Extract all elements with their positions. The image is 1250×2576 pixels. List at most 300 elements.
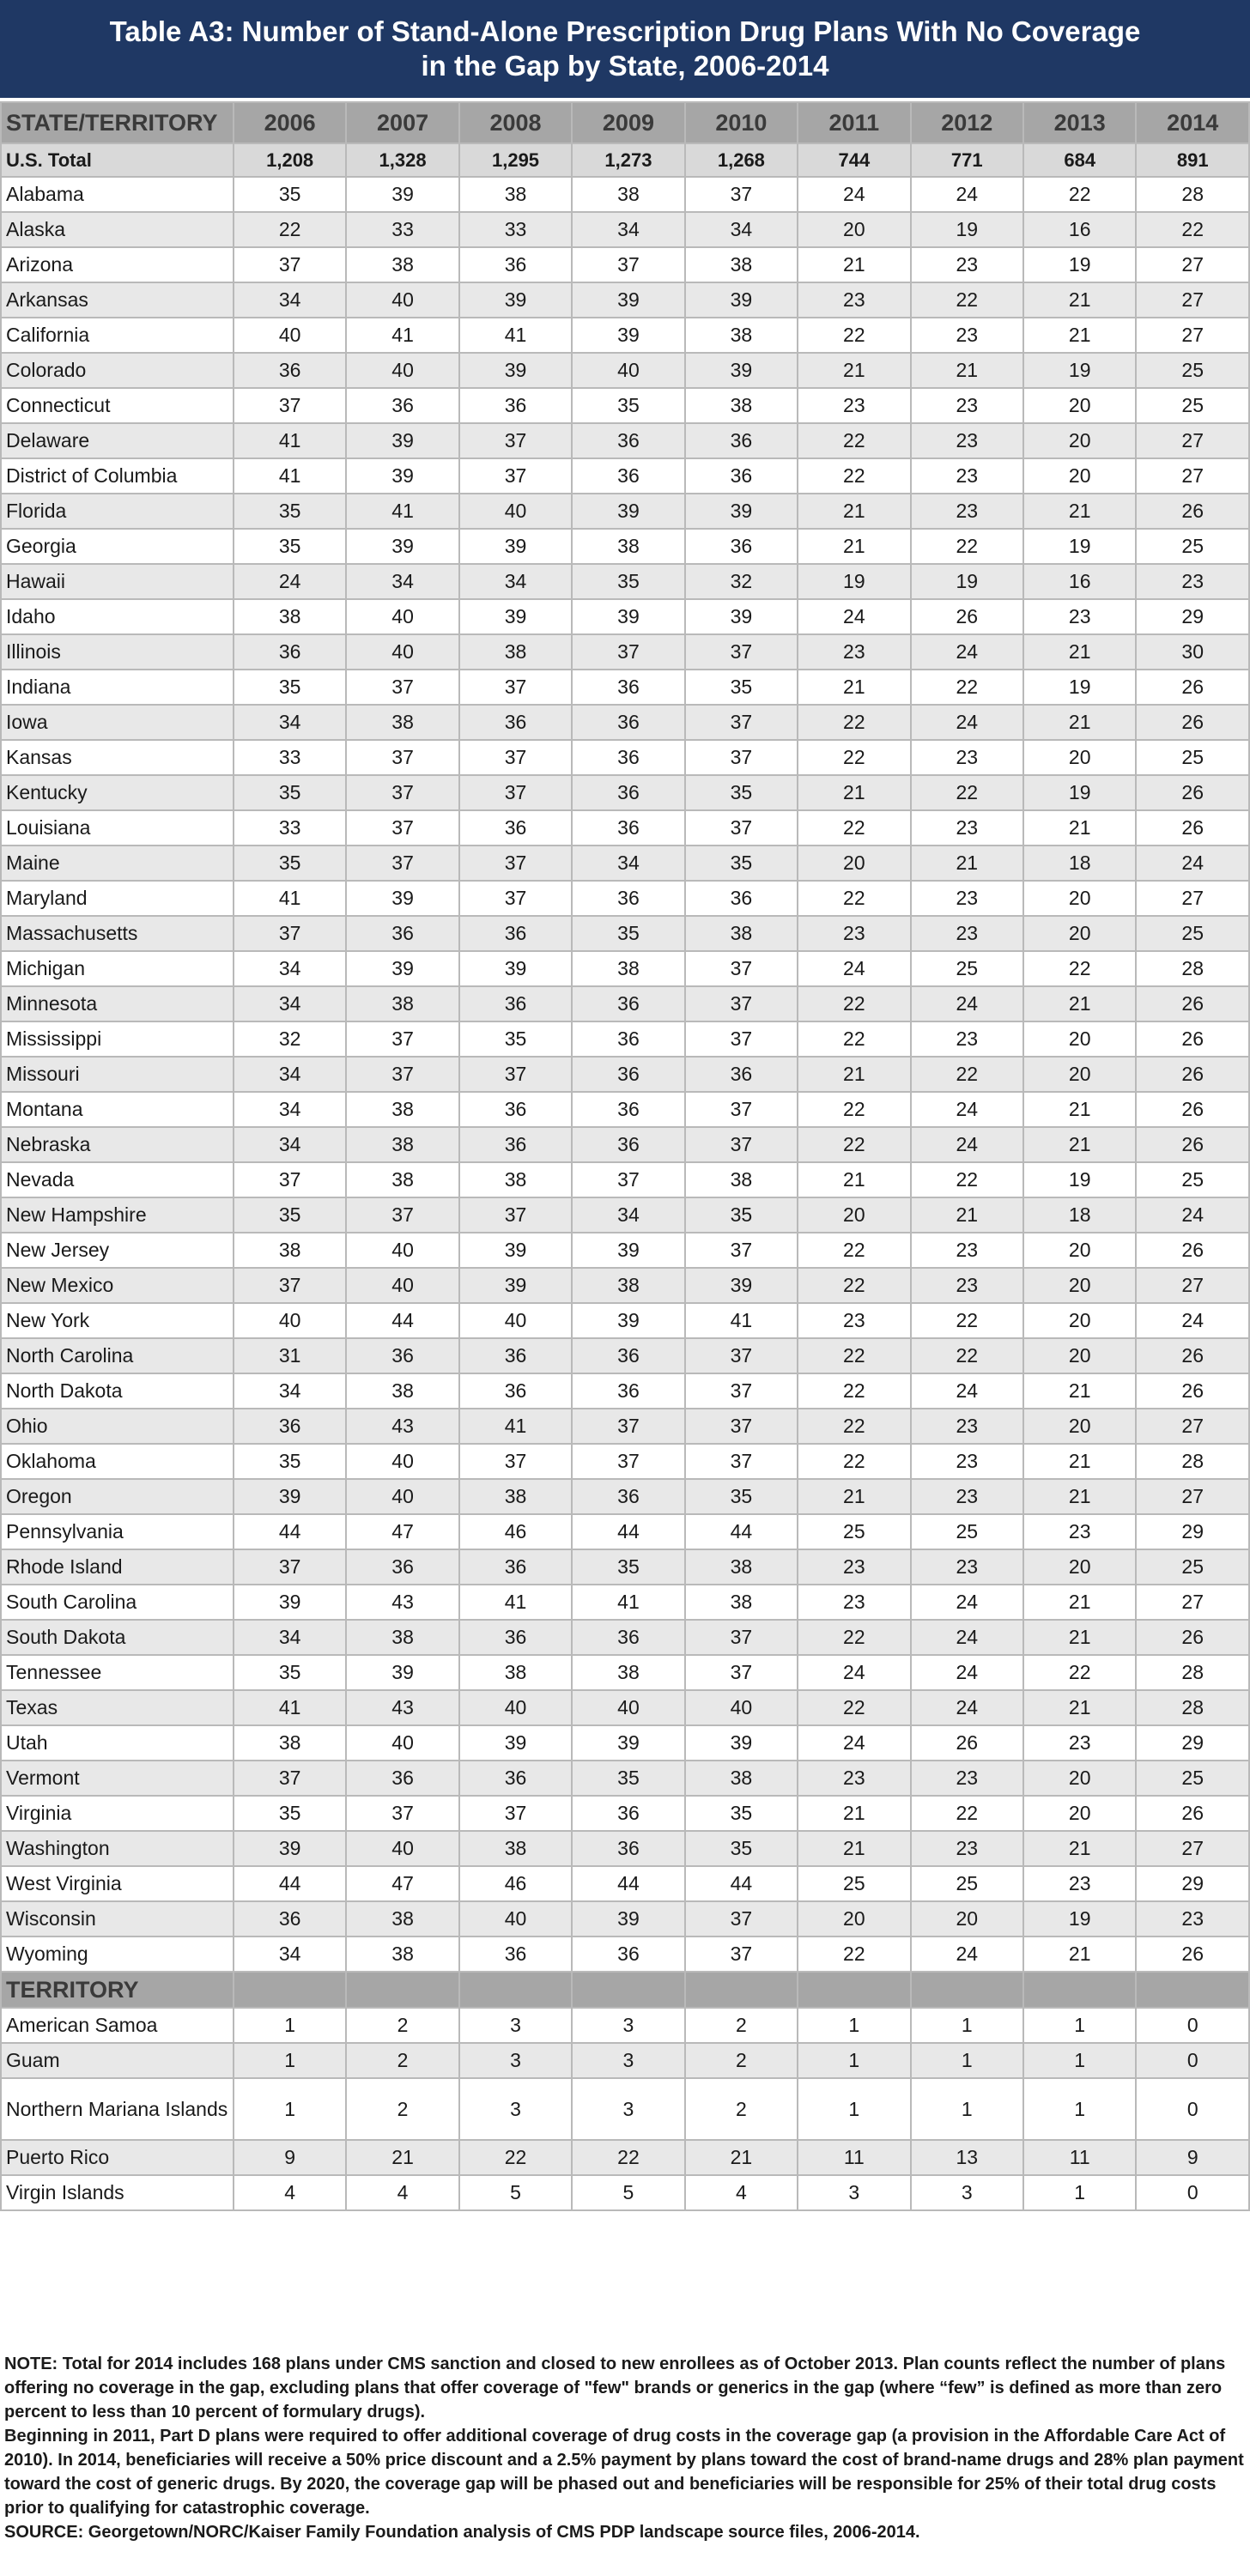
cell-value: 37 [459,1444,572,1479]
state-row [1,353,1249,388]
cell-value: 43 [346,1585,458,1620]
cell-value: 40 [685,1690,798,1725]
cell-value: 24 [911,634,1023,670]
header-year: 2010 [685,102,798,143]
cell-value: 18 [1023,846,1136,881]
cell-value: 36 [459,1092,572,1127]
state-row [1,212,1249,247]
cell-value: 22 [798,740,910,775]
row-label: Minnesota [1,986,234,1021]
state-row [1,1690,1249,1725]
cell-value: 23 [911,916,1023,951]
state-row [1,1373,1249,1409]
cell-value: 21 [1023,494,1136,529]
cell-value: 40 [572,1690,684,1725]
section-blank-cell [346,1972,458,2008]
cell-value: 46 [459,1866,572,1901]
row-label: North Carolina [1,1338,234,1373]
cell-value: 47 [346,1514,458,1549]
row-label: New Jersey [1,1233,234,1268]
cell-value: 35 [572,1549,684,1585]
state-row [1,634,1249,670]
cell-value: 36 [459,1761,572,1796]
state-row [1,423,1249,458]
cell-value: 1 [798,2008,910,2043]
cell-value: 39 [572,1233,684,1268]
row-label: South Carolina [1,1585,234,1620]
cell-value: 37 [572,247,684,282]
cell-value: 34 [234,705,346,740]
cell-value: 21 [1023,1690,1136,1725]
state-row [1,529,1249,564]
cell-value: 28 [1136,1690,1249,1725]
cell-value: 37 [459,1796,572,1831]
row-label: Alabama [1,177,234,212]
row-label: Oregon [1,1479,234,1514]
state-row [1,1620,1249,1655]
cell-value: 35 [234,846,346,881]
cell-value: 22 [798,1409,910,1444]
cell-value: 1,328 [346,143,458,177]
cell-value: 44 [572,1866,684,1901]
cell-value: 21 [798,529,910,564]
table-title-line-2: in the Gap by State, 2006-2014 [421,50,829,82]
cell-value: 19 [911,212,1023,247]
cell-value: 41 [234,881,346,916]
cell-value: 20 [1023,388,1136,423]
cell-value: 36 [234,1409,346,1444]
cell-value: 22 [798,1092,910,1127]
territory-section-label: TERRITORY [1,1972,234,2008]
state-row [1,986,1249,1021]
cell-value: 37 [685,1409,798,1444]
cell-value: 36 [459,1338,572,1373]
cell-value: 40 [346,1444,458,1479]
cell-value: 35 [234,775,346,810]
row-label: Oklahoma [1,1444,234,1479]
cell-value: 35 [685,846,798,881]
cell-value: 21 [911,353,1023,388]
row-label: Michigan [1,951,234,986]
cell-value: 24 [234,564,346,599]
cell-value: 40 [346,1831,458,1866]
cell-value: 1 [234,2043,346,2078]
cell-value: 22 [798,1338,910,1373]
cell-value: 36 [459,247,572,282]
cell-value: 1 [234,2078,346,2140]
state-row [1,1021,1249,1057]
cell-value: 35 [234,1444,346,1479]
cell-value: 24 [1136,1197,1249,1233]
cell-value: 38 [572,177,684,212]
cell-value: 22 [1023,1655,1136,1690]
cell-value: 41 [459,1585,572,1620]
cell-value: 23 [911,881,1023,916]
cell-value: 1 [1023,2043,1136,2078]
cell-value: 25 [1136,916,1249,951]
state-row [1,1197,1249,1233]
state-row [1,670,1249,705]
header-year: 2014 [1136,102,1249,143]
row-label: Montana [1,1092,234,1127]
row-label: Louisiana [1,810,234,846]
cell-value: 34 [572,846,684,881]
cell-value: 23 [1023,599,1136,634]
cell-value: 27 [1136,458,1249,494]
note-paragraph-1: NOTE: Total for 2014 includes 168 plans under CMS sanction and closed to new enrollees as of October 2013. Plan counts reflect the number of plans offering no coverage in the gap, excluding plans that offer coverage of "few" brands or generics in the gap (where “few” is defined as more than zero percent to less than 10 percent of formulary drugs). [4,2355,1226,2421]
cell-value: 9 [234,2140,346,2175]
cell-value: 29 [1136,1725,1249,1761]
row-label: Washington [1,1831,234,1866]
cell-value: 36 [572,1620,684,1655]
row-label: Georgia [1,529,234,564]
cell-value: 25 [1136,388,1249,423]
cell-value: 38 [572,951,684,986]
state-row [1,1549,1249,1585]
cell-value: 19 [1023,670,1136,705]
cell-value: 38 [346,1373,458,1409]
cell-value: 21 [1023,1585,1136,1620]
territory-row [1,2140,1249,2175]
cell-value: 23 [911,1479,1023,1514]
cell-value: 26 [1136,1937,1249,1972]
cell-value: 37 [685,1373,798,1409]
row-label: Virginia [1,1796,234,1831]
cell-value: 37 [572,1162,684,1197]
cell-value: 22 [798,1937,910,1972]
cell-value: 20 [1023,1057,1136,1092]
cell-value: 38 [234,1233,346,1268]
cell-value: 27 [1136,247,1249,282]
cell-value: 36 [459,705,572,740]
cell-value: 37 [685,1127,798,1162]
cell-value: 20 [1023,916,1136,951]
cell-value: 37 [685,1937,798,1972]
cell-value: 35 [685,1479,798,1514]
cell-value: 38 [459,634,572,670]
cell-value: 20 [798,846,910,881]
cell-value: 41 [459,318,572,353]
cell-value: 26 [911,1725,1023,1761]
cell-value: 36 [572,1021,684,1057]
header-year: 2007 [346,102,458,143]
cell-value: 27 [1136,1585,1249,1620]
cell-value: 5 [459,2175,572,2210]
cell-value: 36 [685,529,798,564]
cell-value: 39 [346,529,458,564]
cell-value: 38 [685,388,798,423]
cell-value: 40 [459,1303,572,1338]
cell-value: 36 [234,353,346,388]
header-year: 2012 [911,102,1023,143]
cell-value: 23 [1023,1725,1136,1761]
cell-value: 21 [1023,1373,1136,1409]
cell-value: 25 [1136,1549,1249,1585]
row-label: West Virginia [1,1866,234,1901]
cell-value: 39 [459,1233,572,1268]
state-row [1,564,1249,599]
cell-value: 46 [459,1514,572,1549]
cell-value: 34 [234,1373,346,1409]
cell-value: 37 [685,1021,798,1057]
row-label: U.S. Total [1,143,234,177]
row-label: Florida [1,494,234,529]
cell-value: 21 [1023,1092,1136,1127]
cell-value: 35 [572,388,684,423]
state-row [1,599,1249,634]
cell-value: 36 [572,1796,684,1831]
cell-value: 47 [346,1866,458,1901]
cell-value: 26 [1136,1373,1249,1409]
cell-value: 34 [234,1127,346,1162]
cell-value: 38 [346,1937,458,1972]
cell-value: 39 [572,318,684,353]
cell-value: 39 [685,1725,798,1761]
cell-value: 39 [572,1303,684,1338]
section-blank-cell [572,1972,684,2008]
cell-value: 36 [685,881,798,916]
cell-value: 16 [1023,564,1136,599]
cell-value: 39 [572,1725,684,1761]
cell-value: 24 [911,1655,1023,1690]
row-label: Ohio [1,1409,234,1444]
cell-value: 22 [572,2140,684,2175]
cell-value: 1 [798,2043,910,2078]
cell-value: 38 [346,1620,458,1655]
cell-value: 39 [572,282,684,318]
cell-value: 38 [685,1162,798,1197]
cell-value: 43 [346,1409,458,1444]
header-year: 2006 [234,102,346,143]
cell-value: 35 [234,1796,346,1831]
cell-value: 33 [459,212,572,247]
cell-value: 38 [459,1831,572,1866]
cell-value: 22 [911,1796,1023,1831]
cell-value: 35 [234,1197,346,1233]
cell-value: 3 [459,2043,572,2078]
cell-value: 39 [346,177,458,212]
cell-value: 40 [346,353,458,388]
cell-value: 37 [685,1655,798,1690]
cell-value: 28 [1136,1444,1249,1479]
cell-value: 26 [1136,775,1249,810]
cell-value: 22 [798,1620,910,1655]
cell-value: 37 [685,951,798,986]
cell-value: 39 [459,951,572,986]
cell-value: 22 [798,881,910,916]
cell-value: 34 [234,986,346,1021]
cell-value: 38 [346,986,458,1021]
cell-value: 36 [572,810,684,846]
cell-value: 34 [346,564,458,599]
cell-value: 23 [911,1549,1023,1585]
cell-value: 1 [911,2078,1023,2140]
section-blank-cell [685,1972,798,2008]
cell-value: 36 [572,1057,684,1092]
cell-value: 19 [1023,247,1136,282]
cell-value: 37 [685,1338,798,1373]
state-row [1,775,1249,810]
cell-value: 21 [1023,986,1136,1021]
cell-value: 41 [572,1585,684,1620]
cell-value: 37 [346,1021,458,1057]
row-label: Idaho [1,599,234,634]
cell-value: 20 [1023,458,1136,494]
cell-value: 36 [459,1937,572,1972]
cell-value: 23 [911,1831,1023,1866]
cell-value: 16 [1023,212,1136,247]
cell-value: 37 [234,1761,346,1796]
cell-value: 35 [234,670,346,705]
state-row [1,705,1249,740]
cell-value: 39 [572,599,684,634]
section-blank-cell [798,1972,910,2008]
cell-value: 24 [911,1127,1023,1162]
row-label: Iowa [1,705,234,740]
cell-value: 23 [911,810,1023,846]
cell-value: 34 [685,212,798,247]
cell-value: 35 [685,775,798,810]
cell-value: 27 [1136,1268,1249,1303]
row-label: Vermont [1,1761,234,1796]
cell-value: 37 [459,423,572,458]
cell-value: 9 [1136,2140,1249,2175]
cell-value: 11 [798,2140,910,2175]
cell-value: 38 [685,318,798,353]
row-label: California [1,318,234,353]
cell-value: 23 [798,388,910,423]
cell-value: 36 [234,634,346,670]
cell-value: 35 [234,529,346,564]
cell-value: 38 [234,1725,346,1761]
row-label: Maine [1,846,234,881]
state-row [1,1057,1249,1092]
cell-value: 891 [1136,143,1249,177]
cell-value: 37 [234,1268,346,1303]
cell-value: 1 [1023,2008,1136,2043]
cell-value: 32 [685,564,798,599]
cell-value: 22 [798,705,910,740]
cell-value: 38 [346,247,458,282]
cell-value: 37 [459,670,572,705]
cell-value: 34 [234,1937,346,1972]
cell-value: 39 [459,599,572,634]
cell-value: 37 [572,634,684,670]
cell-value: 38 [685,1761,798,1796]
cell-value: 39 [234,1585,346,1620]
cell-value: 41 [459,1409,572,1444]
cell-value: 40 [346,1725,458,1761]
cell-value: 38 [572,529,684,564]
cell-value: 21 [1023,1127,1136,1162]
cell-value: 26 [1136,1092,1249,1127]
cell-value: 38 [459,1655,572,1690]
row-label: Missouri [1,1057,234,1092]
cell-value: 44 [572,1514,684,1549]
cell-value: 23 [911,1761,1023,1796]
cell-value: 41 [234,458,346,494]
row-label: Arizona [1,247,234,282]
section-blank-cell [234,1972,346,2008]
cell-value: 27 [1136,881,1249,916]
cell-value: 19 [1023,1162,1136,1197]
row-label: Alaska [1,212,234,247]
cell-value: 36 [572,1373,684,1409]
cell-value: 39 [346,881,458,916]
cell-value: 26 [1136,1127,1249,1162]
cell-value: 37 [685,705,798,740]
cell-value: 23 [1023,1866,1136,1901]
cell-value: 26 [911,599,1023,634]
cell-value: 21 [685,2140,798,2175]
cell-value: 40 [234,318,346,353]
cell-value: 20 [1023,1761,1136,1796]
cell-value: 22 [911,1338,1023,1373]
table-body [1,143,1249,2210]
state-row [1,1162,1249,1197]
row-label: Puerto Rico [1,2140,234,2175]
cell-value: 35 [234,1655,346,1690]
cell-value: 41 [234,1690,346,1725]
cell-value: 20 [798,1197,910,1233]
row-label: Utah [1,1725,234,1761]
header-year: 2013 [1023,102,1136,143]
cell-value: 3 [459,2078,572,2140]
cell-value: 20 [1023,1338,1136,1373]
cell-value: 38 [346,1092,458,1127]
state-row [1,1796,1249,1831]
cell-value: 22 [798,1444,910,1479]
cell-value: 22 [798,1268,910,1303]
cell-value: 24 [911,1937,1023,1972]
cell-value: 44 [234,1514,346,1549]
cell-value: 37 [685,634,798,670]
cell-value: 18 [1023,1197,1136,1233]
cell-value: 29 [1136,599,1249,634]
cell-value: 2 [346,2008,458,2043]
cell-value: 0 [1136,2043,1249,2078]
cell-value: 771 [911,143,1023,177]
state-row [1,916,1249,951]
cell-value: 29 [1136,1514,1249,1549]
cell-value: 31 [234,1338,346,1373]
cell-value: 37 [459,740,572,775]
cell-value: 1,208 [234,143,346,177]
cell-value: 24 [911,1585,1023,1620]
cell-value: 27 [1136,1831,1249,1866]
cell-value: 23 [1023,1514,1136,1549]
table-title-line-1: Table A3: Number of Stand-Alone Prescription Drug Plans With No Coverage [109,15,1141,47]
cell-value: 35 [572,1761,684,1796]
header-year: 2009 [572,102,684,143]
cell-value: 1,273 [572,143,684,177]
cell-value: 41 [685,1303,798,1338]
cell-value: 3 [572,2008,684,2043]
cell-value: 20 [1023,1268,1136,1303]
cell-value: 19 [798,564,910,599]
cell-value: 39 [685,494,798,529]
row-label: South Dakota [1,1620,234,1655]
cell-value: 36 [572,670,684,705]
territory-row [1,2175,1249,2210]
cell-value: 23 [798,1585,910,1620]
cell-value: 22 [234,212,346,247]
cell-value: 20 [798,1901,910,1937]
cell-value: 27 [1136,282,1249,318]
cell-value: 36 [459,1549,572,1585]
state-row [1,1866,1249,1901]
cell-value: 24 [798,599,910,634]
